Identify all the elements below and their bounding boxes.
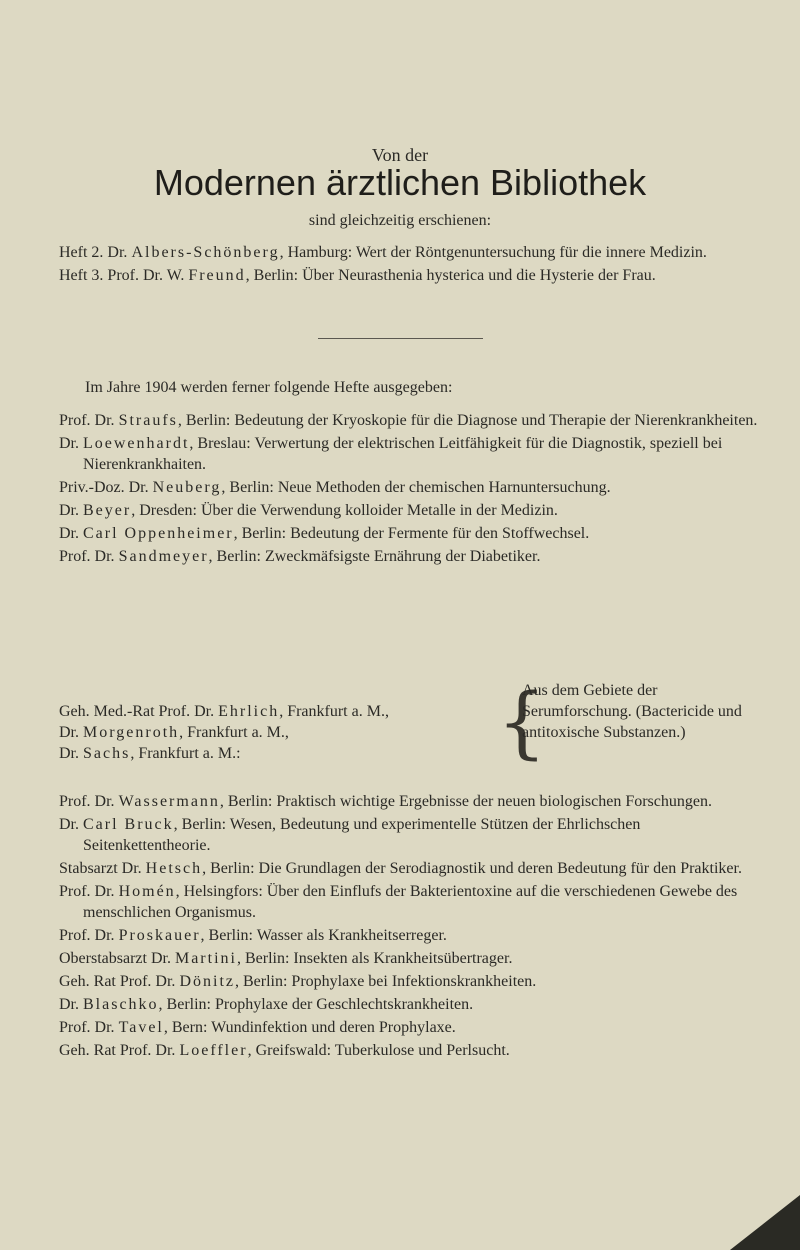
entry-prefix: Prof. Dr.	[59, 793, 115, 810]
entry-text: , Breslau: Verwertung der elektrischen Leitfähigkeit für die Diagnostik, speziell bei Nierenkrankhaiten.	[83, 435, 723, 473]
list-item	[59, 925, 759, 946]
author-name: Morgenroth	[83, 724, 180, 741]
page-title: Modernen ärztlichen Bibliothek	[153, 162, 647, 203]
author-name: Tavel	[118, 1019, 164, 1036]
author-name: Martini	[174, 950, 237, 967]
entry-prefix: Stabsarzt Dr.	[59, 860, 142, 877]
entry-text: , Frankfurt a. M.,	[179, 724, 289, 741]
list-item	[59, 858, 759, 879]
entry-prefix: Dr.	[59, 996, 79, 1013]
entry-text: , Helsingfors: Über den Einflufs der Bakterientoxine auf die verschiedenen Gewebe des menschlichen Organismus.	[83, 883, 738, 921]
entry-prefix: Geh. Rat Prof. Dr.	[59, 973, 176, 990]
page-corner-mark	[730, 1195, 800, 1250]
entry-text: , Berlin: Neue Methoden der chemischen Harnuntersuchung.	[221, 479, 611, 496]
list-item	[59, 701, 389, 722]
entry-text: , Berlin: Bedeutung der Fermente für den Stoffwechsel.	[233, 525, 590, 542]
joint-authors	[59, 701, 389, 764]
entry-text: , Berlin: Die Grundlagen der Serodiagnostik und deren Bedeutung für den Praktiker.	[202, 860, 742, 877]
author-name: Homén	[118, 883, 176, 900]
entry-prefix: Dr.	[59, 745, 79, 762]
entry-prefix: Geh. Med.-Rat Prof. Dr.	[59, 703, 215, 720]
author-name: Sachs	[83, 745, 131, 762]
author-name: Loeffler	[179, 1042, 248, 1059]
list-item	[59, 265, 759, 286]
list-item	[59, 948, 759, 969]
list-item	[59, 1017, 759, 1038]
entry-prefix: Oberstabsarzt Dr.	[59, 950, 171, 967]
author-name: Ehrlich	[218, 703, 280, 720]
author-name: Carl Oppenheimer	[83, 525, 234, 542]
author-name: Proskauer	[118, 927, 201, 944]
author-name: Straufs	[118, 412, 178, 429]
upcoming-list	[59, 410, 759, 569]
entry-prefix: Prof. Dr.	[59, 883, 115, 900]
intro-text: Von der	[371, 145, 429, 165]
list-item	[59, 743, 389, 764]
entry-prefix: Prof. Dr.	[59, 927, 115, 944]
entry-prefix: Dr.	[59, 525, 79, 542]
author-name: Neuberg	[152, 479, 222, 496]
joint-topic: Aus dem Gebiete der Serumforschung. (Bactericide und antitoxische Substanzen.)	[522, 682, 742, 741]
list-item	[59, 994, 759, 1015]
list-item	[59, 410, 759, 431]
entry-prefix: Prof. Dr.	[59, 412, 115, 429]
entry-text: , Berlin: Über Neurasthenia hysterica und die Hysterie der Frau.	[245, 267, 656, 284]
list-item	[59, 477, 759, 498]
upcoming-list-continued	[59, 791, 759, 1063]
entry-prefix: Prof. Dr.	[59, 1019, 115, 1036]
author-name: Sandmeyer	[118, 548, 209, 565]
entry-prefix: Dr.	[59, 816, 79, 833]
list-item	[59, 881, 759, 923]
joint-entry	[59, 680, 749, 788]
entry-text: , Frankfurt a. M.,	[279, 703, 389, 720]
announcement: Im Jahre 1904 werden ferner folgende Hefte ausgegeben:	[85, 379, 453, 396]
list-item	[59, 722, 389, 743]
author-name: Albers-Schönberg	[131, 244, 280, 261]
list-item	[59, 500, 759, 521]
list-item	[59, 546, 759, 567]
author-name: Loewenhardt	[83, 435, 190, 452]
author-name: Beyer	[83, 502, 132, 519]
published-list	[59, 242, 759, 288]
entry-text: , Dresden: Über die Verwendung kolloider Metalle in der Medizin.	[131, 502, 558, 519]
curly-brace-icon: {	[497, 678, 547, 768]
author-name: Dönitz	[179, 973, 235, 990]
entry-prefix: Priv.-Doz. Dr.	[59, 479, 149, 496]
author-name: Blaschko	[83, 996, 159, 1013]
entry-prefix: Dr.	[59, 502, 79, 519]
entry-prefix: Dr.	[59, 435, 79, 452]
divider	[318, 338, 483, 339]
entry-text: , Greifswald: Tuberkulose und Perlsucht.	[247, 1042, 510, 1059]
subtitle: sind gleichzeitig erschienen:	[308, 212, 492, 229]
list-item	[59, 971, 759, 992]
entry-text: , Berlin: Zweckmäfsigste Ernährung der Diabetiker.	[208, 548, 541, 565]
entry-text: , Berlin: Bedeutung der Kryoskopie für die Diagnose und Therapie der Nierenkrankheiten.	[177, 412, 758, 429]
entry-text: , Berlin: Prophylaxe der Geschlechtskrankheiten.	[158, 996, 474, 1013]
author-name: Freund	[188, 267, 246, 284]
entry-text: , Berlin: Insekten als Krankheitsübertrager.	[236, 950, 513, 967]
entry-text: , Berlin: Wasser als Krankheitserreger.	[200, 927, 447, 944]
entry-text: , Berlin: Prophylaxe bei Infektionskrankheiten.	[234, 973, 537, 990]
entry-prefix: Geh. Rat Prof. Dr.	[59, 1042, 176, 1059]
list-item	[59, 791, 759, 812]
list-item	[59, 523, 759, 544]
entry-text: , Bern: Wundinfektion und deren Prophylaxe.	[163, 1019, 456, 1036]
entry-prefix: Prof. Dr.	[59, 548, 115, 565]
entry-prefix: Dr.	[59, 724, 79, 741]
list-item	[59, 814, 759, 856]
entry-text: , Berlin: Wesen, Bedeutung und experimentelle Stützen der Ehrlichschen Seitenkettentheorie.	[83, 816, 641, 854]
author-name: Carl Bruck	[83, 816, 174, 833]
entry-text: , Hamburg: Wert der Röntgenuntersuchung für die innere Medizin.	[279, 244, 707, 261]
entry-prefix: Heft 2. Dr.	[59, 244, 128, 261]
list-item	[59, 433, 759, 475]
list-item	[59, 242, 759, 263]
list-item	[59, 1040, 759, 1061]
author-name: Wassermann	[118, 793, 220, 810]
entry-prefix: Heft 3. Prof. Dr. W.	[59, 267, 185, 284]
entry-text: , Frankfurt a. M.:	[130, 745, 241, 762]
author-name: Hetsch	[145, 860, 203, 877]
entry-text: , Berlin: Praktisch wichtige Ergebnisse der neuen biologischen Forschungen.	[219, 793, 712, 810]
